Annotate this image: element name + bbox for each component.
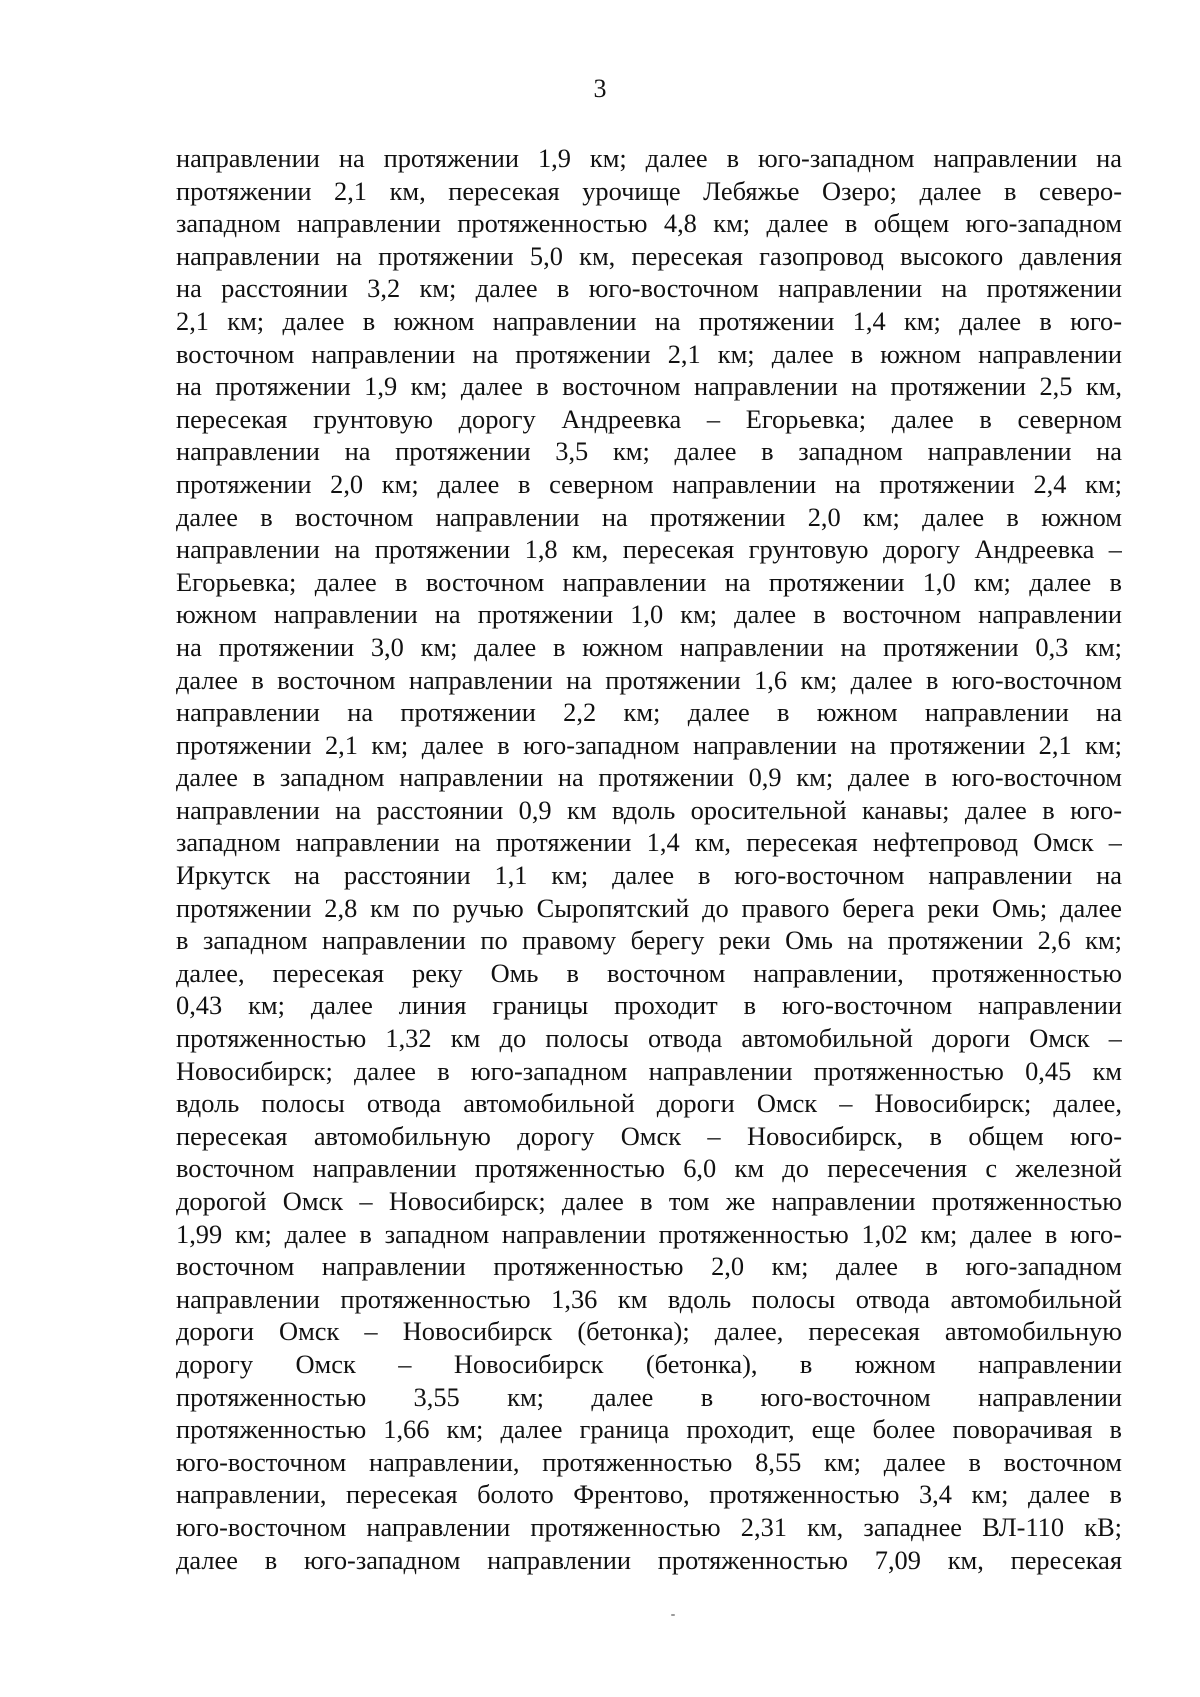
body-text-line: далее в восточном направлении на протяжении 1,6 км; далее в юго-восточном	[176, 664, 1122, 695]
body-text-line: направлении, пересекая болото Френтово, протяженностью 3,4 км; далее в	[176, 1479, 1122, 1510]
body-text-line: Иркутск на расстоянии 1,1 км; далее в юго-восточном направлении на	[176, 860, 1122, 891]
body-text-line: пересекая грунтовую дорогу Андреевка – Егорьевка; далее в северном	[176, 403, 1122, 434]
body-text-line: южном направлении на протяжении 1,0 км; далее в восточном направлении	[176, 599, 1122, 630]
body-text-line: восточном направлении на протяжении 2,1 км; далее в южном направлении	[176, 338, 1122, 369]
body-text-line: направлении на протяжении 3,5 км; далее в западном направлении на	[176, 436, 1122, 467]
body-text-line: 0,43 км; далее линия границы проходит в юго-восточном направлении	[176, 990, 1122, 1021]
body-text-line: дорогой Омск – Новосибирск; далее в том же направлении протяженностью	[176, 1186, 1122, 1216]
body-text-line: вдоль полосы отвода автомобильной дороги Омск – Новосибирск; далее,	[176, 1088, 1122, 1119]
body-text-line: 2,1 км; далее в южном направлении на протяжении 1,4 км; далее в юго-	[176, 305, 1122, 336]
body-text-line: протяжении 2,1 км, пересекая урочище Лебяжье Озеро; далее в северо-	[176, 175, 1122, 206]
body-text-line: дорогу Омск – Новосибирск (бетонка), в южном направлении	[176, 1348, 1122, 1379]
body-text-line: протяженностью 3,55 км; далее в юго-восточном направлении	[176, 1381, 1122, 1412]
body-text-line: восточном направлении протяженностью 6,0 км до пересечения с железной	[176, 1153, 1122, 1184]
body-text-line: западном направлении на протяжении 1,4 км, пересекая нефтепровод Омск –	[176, 827, 1122, 858]
body-text-line: восточном направлении протяженностью 2,0 км; далее в юго-западном	[176, 1251, 1122, 1282]
body-text-line: далее в восточном направлении на протяжении 2,0 км; далее в южном	[176, 501, 1122, 532]
body-text-line: направлении на протяжении 1,9 км; далее в юго-западном направлении на	[176, 143, 1122, 173]
body-text-line: направлении на протяжении 5,0 км, пересекая газопровод высокого давления	[176, 240, 1122, 271]
body-text-line: 1,99 км; далее в западном направлении протяженностью 1,02 км; далее в юго-	[176, 1218, 1122, 1249]
body-text-line: протяжении 2,0 км; далее в северном направлении на протяжении 2,4 км;	[176, 468, 1122, 499]
body-text-line: юго-восточном направлении, протяженностью 8,55 км; далее в восточном	[176, 1446, 1122, 1477]
page-number: 3	[593, 74, 607, 103]
body-text-line: на протяжении 1,9 км; далее в восточном направлении на протяжении 2,5 км,	[176, 371, 1122, 402]
body-text-line: протяжении 2,1 км; далее в юго-западном направлении на протяжении 2,1 км;	[176, 729, 1122, 760]
body-text-line: протяженностью 1,66 км; далее граница проходит, еще более поворачивая в	[176, 1414, 1122, 1445]
body-text-line: протяженностью 1,32 км до полосы отвода автомобильной дороги Омск –	[176, 1023, 1122, 1054]
body-text-line: Егорьевка; далее в восточном направлении на протяжении 1,0 км; далее в	[176, 566, 1122, 597]
body-text-line: направлении на протяжении 2,2 км; далее в южном направлении на	[176, 697, 1122, 728]
body-text-line: протяжении 2,8 км по ручью Сыропятский до правого берега реки Омь; далее	[176, 892, 1122, 923]
body-text-line: направлении протяженностью 1,36 км вдоль полосы отвода автомобильной	[176, 1283, 1122, 1314]
body-text-line: далее в западном направлении на протяжении 0,9 км; далее в юго-восточном	[176, 762, 1122, 793]
body-text-line: западном направлении протяженностью 4,8 км; далее в общем юго-западном	[176, 208, 1122, 239]
body-text-line: на протяжении 3,0 км; далее в южном направлении на протяжении 0,3 км;	[176, 631, 1122, 662]
scan-artifact-dot	[671, 1614, 675, 1616]
body-text-line: направлении на протяжении 1,8 км, пересекая грунтовую дорогу Андреевка –	[176, 534, 1122, 565]
document-body-text	[176, 142, 1122, 1576]
body-text-line: Новосибирск; далее в юго-западном направлении протяженностью 0,45 км	[176, 1055, 1122, 1086]
body-text-line: далее, пересекая реку Омь в восточном направлении, протяженностью	[176, 957, 1122, 988]
body-text-line: направлении на расстоянии 0,9 км вдоль оросительной канавы; далее в юго-	[176, 794, 1122, 825]
body-text-line: далее в юго-западном направлении протяженностью 7,09 км, пересекая	[176, 1544, 1122, 1575]
body-text-line: в западном направлении по правому берегу реки Омь на протяжении 2,6 км;	[176, 925, 1122, 956]
body-text-line: дороги Омск – Новосибирск (бетонка); далее, пересекая автомобильную	[176, 1316, 1122, 1347]
body-text-line: на расстоянии 3,2 км; далее в юго-восточном направлении на протяжении	[176, 273, 1122, 304]
body-text-line: юго-восточном направлении протяженностью 2,31 км, западнее ВЛ-110 кВ;	[176, 1511, 1122, 1542]
body-text-line: пересекая автомобильную дорогу Омск – Новосибирск, в общем юго-	[176, 1120, 1122, 1151]
